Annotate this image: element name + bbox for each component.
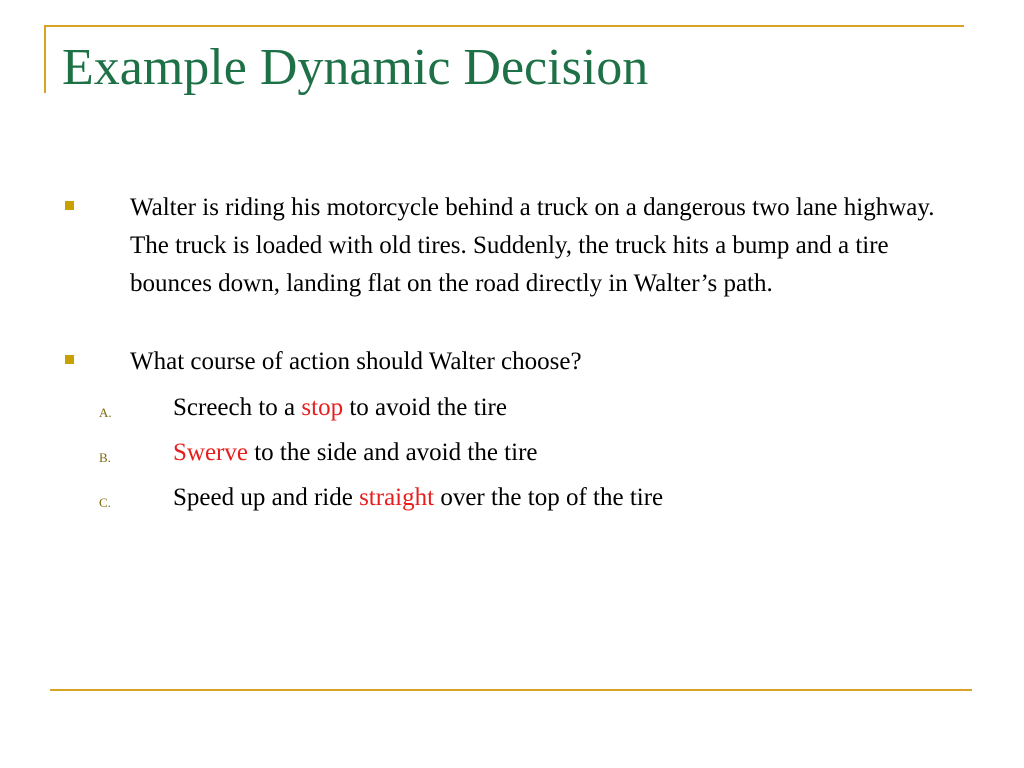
option-letter: B. [99,450,111,465]
option-a [62,389,963,427]
option-letter: C. [99,495,111,510]
option-b [62,434,963,472]
option-text-after: over the top of the tire [434,484,664,511]
option-text [173,389,963,427]
bottom-border-line [50,689,972,691]
option-text-after: to avoid the tire [343,394,507,421]
square-bullet-icon [65,355,74,364]
bullet-item-scenario [62,189,963,303]
left-border-line [44,25,46,93]
option-text-before: Speed up and ride [173,484,360,511]
option-text [173,434,963,472]
square-bullet-icon [65,201,74,210]
bullet-text: Walter is riding his motorcycle behind a truck on a dangerous two lane highway. The truck is loaded with old tires. Suddenly, the truck hits a bump and a tire bounces down, landing flat on the road directly in Walter’s path. [130,194,935,297]
option-text-before: Screech to a [173,394,302,421]
option-text-after: to the side and avoid the tire [247,439,538,466]
bullet-text: What course of action should Walter choose? [130,348,582,375]
slide-title: Example Dynamic Decision [62,39,649,96]
option-c [62,479,963,517]
option-letter: A. [99,405,112,420]
bullet-item-question [62,343,963,381]
option-keyword: straight [359,484,435,511]
option-keyword: stop [301,394,344,421]
top-border-line [44,25,964,27]
option-text [173,479,963,517]
option-keyword: Swerve [173,439,248,466]
